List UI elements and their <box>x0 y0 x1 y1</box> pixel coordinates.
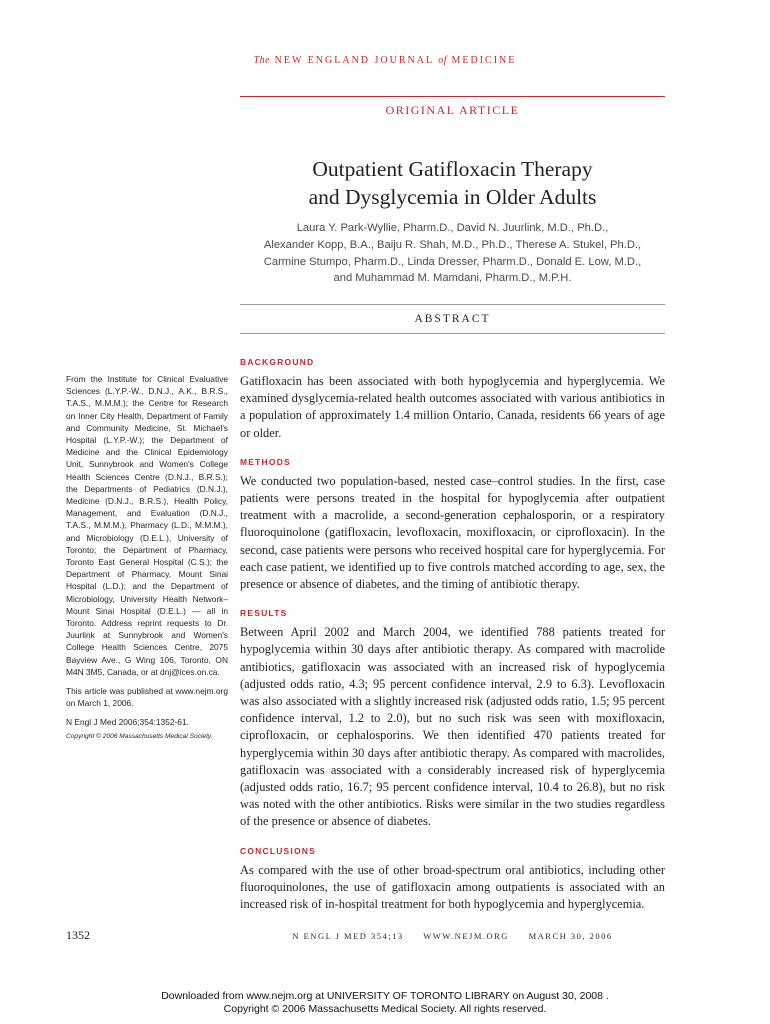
author-list <box>240 220 665 287</box>
page-number: 1352 <box>66 928 90 942</box>
conclusions-heading: CONCLUSIONS <box>240 845 317 856</box>
methods-text: We conducted two population-based, nested case–control studies. In the first, case patients were persons treated in the hospital for hypoglycemia after outpatient treatment with a macrolide, a second-generation cephalosporin, or a respiratory fluoroquinolone (gatifloxacin, levofloxacin, moxifloxacin, or ciprofloxacin). In the second, case patients were persons who received hospital care for hyperglycemia. For each case patient, we identified up to five controls matched according to age, sex, the presence or absence of diabetes, and the timing of antibiotic therapy. <box>240 473 665 592</box>
footer-website: WWW.NEJM.ORG <box>423 931 509 941</box>
abstract-top-rule <box>240 304 665 305</box>
author-affiliations-sidebar <box>66 373 228 750</box>
article-title <box>240 155 665 211</box>
running-footer <box>240 931 665 941</box>
title-line-2: and Dysglycemia in Older Adults <box>308 185 597 209</box>
authors-line-3: Carmine Stumpo, Pharm.D., Linda Dresser, Pharm.D., Donald E. Low, M.D., <box>263 255 642 268</box>
affiliations-text: From the Institute for Clinical Evaluative Sciences (L.Y.P.-W., D.N.J., A.K., B.R.S., T.A.S., M.M.M.); the Centre for Research on Inner City Health, Department of Family and Community Medicine, St. Michael's Hospital (L.Y.P.-W.); the Department of Medicine and the Clinical Epidemiology Unit, Sunnybrook and Women's College Health Sciences Centre (D.N.J., B.R.S.); the Departments of Pediatrics (D.N.J.), Medicine (D.N.J., B.R.S.), Health Policy, Management, and Evaluation (D.N.J., T.A.S., M.M.M.), Pharmacy (L.D., M.M.M.), and Microbiology (D.E.L.), University of Toronto; the Department of Pharmacy, Toronto East General Hospital (C.S.); the Department of Pharmacy, Mount Sinai Hospital (L.D.); and the Department of Microbiology, University Health Network–Mount Sinai Hospital (D.E.L.) — all in Toronto. Address reprint requests to Dr. Juurlink at Sunnybrook and Women's College Health Sciences Centre, 2075 Bayview Ave., G Wing 106, Toronto, ON M4N 3M5, Canada, or at dnj@ices.on.ca. <box>66 374 228 677</box>
header-rule <box>240 96 665 97</box>
journal-of: of <box>438 55 447 66</box>
authors-line-1: Laura Y. Park-Wyllie, Pharm.D., David N. Juurlink, M.D., Ph.D., <box>296 222 609 234</box>
journal-name-part2: MEDICINE <box>451 55 517 66</box>
methods-heading: METHODS <box>240 456 291 467</box>
abstract-label: ABSTRACT <box>414 313 491 325</box>
publication-note: This article was published at www.nejm.org on March 1, 2006. <box>66 686 228 709</box>
citation: N Engl J Med 2006;354:1352-61. <box>66 717 189 728</box>
results-heading: RESULTS <box>240 608 288 619</box>
background-heading: BACKGROUND <box>240 357 315 367</box>
journal-header <box>0 55 770 66</box>
journal-the: The <box>253 55 271 66</box>
results-text: Between April 2002 and March 2004, we identified 788 patients treated for hypoglycemia within 30 days after antibiotic therapy. As compared with macrolide antibiotics, gatifloxacin was associated with an increased risk of hypoglycemia (adjusted odds ratio, 4.3; 95 percent confidence interval, 2.9 to 6.3). Levofloxacin was also associated with a slightly increased risk (adjusted odds ratio, 1.5; 95 percent confidence interval, 1.2 to 2.0), but no such risk was seen with moxifloxacin, ciprofloxacin, or cephalosporins. We then identified 470 patients treated for hyperglycemia within 30 days after antibiotic therapy. As compared with macrolides, gatifloxacin was associated with a considerably increased risk of hyperglycemia (adjusted odds ratio, 16.7; 95 percent confidence interval, 10.4 to 26.8), but no risk was noted with the other antibiotics. Risks were similar in the two studies regardless of the presence or absence of diabetes. <box>240 625 665 829</box>
background-text: Gatifloxacin has been associated with both hypoglycemia and hyperglycemia. We examined dysglycemia-related health outcomes associated with various antibiotics in a population of approximately 1.4 million Ontario, Canada, residents 66 years of age or older. <box>240 374 665 440</box>
abstract-bottom-rule <box>240 333 665 334</box>
conclusions-text: As compared with the use of other broad-spectrum oral antibiotics, including other fluoroquinolones, the use of gatifloxacin among outpatients is associated with an increased risk of in-hospital treatment for both hypoglycemia and hyperglycemia. <box>240 862 665 912</box>
footer-journal: N ENGL J MED 354;13 <box>292 931 404 941</box>
download-line-2: Copyright © 2006 Massachusetts Medical Society. All rights reserved. <box>223 1003 547 1015</box>
journal-name-part1: NEW ENGLAND JOURNAL <box>274 55 434 66</box>
download-notice <box>0 990 770 1016</box>
copyright-notice: Copyright © 2006 Massachusetts Medical Society. <box>66 732 213 740</box>
section-label: ORIGINAL ARTICLE <box>385 103 520 117</box>
download-line-1: Downloaded from www.nejm.org at UNIVERSITY OF TORONTO LIBRARY on August 30, 2008 . <box>161 990 609 1002</box>
title-line-1: Outpatient Gatifloxacin Therapy <box>312 157 593 181</box>
authors-line-2: Alexander Kopp, B.A., Baiju R. Shah, M.D., Ph.D., Therese A. Stukel, Ph.D., <box>263 238 642 251</box>
footer-date: MARCH 30, 2006 <box>528 931 613 941</box>
authors-line-4: and Muhammad M. Mamdani, Pharm.D., M.P.H. <box>333 272 572 285</box>
abstract-body <box>240 357 665 928</box>
